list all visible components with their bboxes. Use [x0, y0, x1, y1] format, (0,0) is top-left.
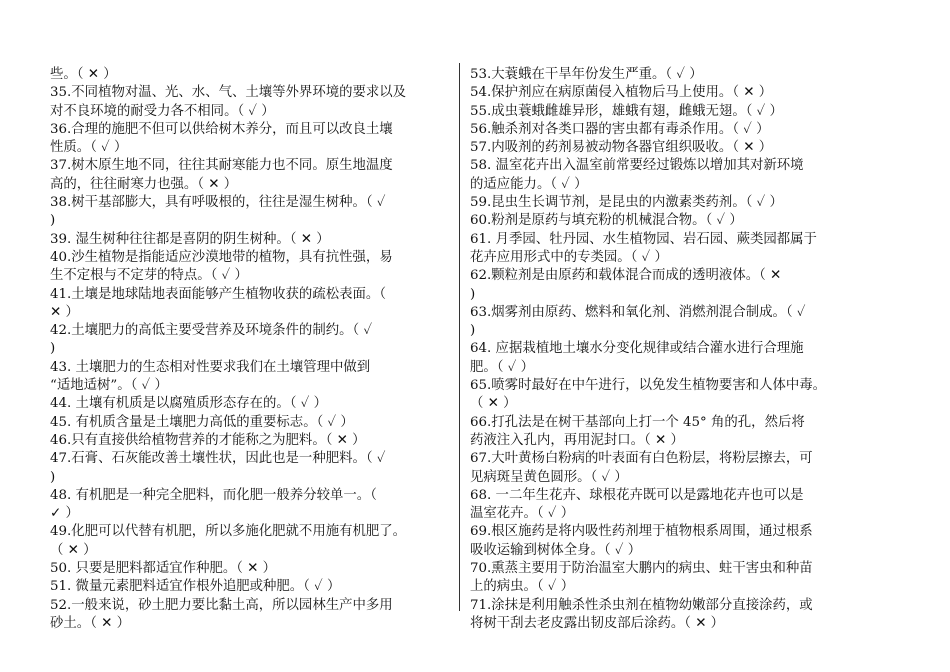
text-line: 66.打孔法是在树干基部向上打一个 45° 角的孔，然后将 — [470, 414, 805, 430]
right-column — [470, 66, 870, 633]
text-line: 43. 土壤肥力的生态相对性要求我们在土壤管理中做到 — [50, 359, 371, 375]
text-line: 45. 有机质含量是土壤肥力高低的重要标志。（ ✓ ） — [50, 414, 354, 430]
text-line: 60.粉剂是原药与填充粉的机械混合物。（ ✓ ） — [470, 213, 743, 229]
text-line: 肥。（ ✓ ） — [470, 359, 535, 375]
text-line: 65.喷雾时最好在中午进行，以免发生植物要害和人体中毒。 — [470, 378, 827, 394]
text-line: 49.化肥可以代替有机肥，所以多施化肥就不用施有机肥了。 — [50, 524, 407, 540]
text-line: 71.涂抹是利用触杀性杀虫剂在植物幼嫩部分直接涂药，或 — [470, 597, 813, 613]
text-line: 将树干刮去老皮露出韧皮部后涂药。（ ✕ ） — [470, 615, 725, 631]
text-line: 41.土壤是地球陆地表面能够产生植物收获的疏松表面。（ — [50, 286, 386, 302]
text-line: 58. 温室花卉出入温室前常要经过锻炼以增加其对新环境 — [470, 158, 804, 174]
text-line: ) — [50, 341, 56, 357]
text-line: 温室花卉。（ ✓ ） — [470, 506, 575, 522]
text-line: 35.不同植物对温、光、水、气、土壤等外界环境的要求以及 — [50, 85, 407, 101]
text-line: 高的，往往耐寒力也强。（ ✕ ） — [50, 176, 238, 192]
text-line: 39. 湿生树种往往都是喜阴的阴生树种。（ ✕ ） — [50, 231, 330, 247]
text-line: 吸收运输到树体全身。（ ✓ ） — [470, 542, 642, 558]
text-line: 砂土。（ ✕ ） — [50, 615, 130, 631]
text-line: 37.树木原生地不同，往往其耐寒能力也不同。原生地温度 — [50, 158, 393, 174]
text-line: 的适应能力。（ ✓ ） — [470, 176, 588, 192]
text-line: 见病斑呈黄色圆形。（ ✓ ） — [470, 469, 628, 485]
text-line: ) — [50, 469, 56, 485]
text-line: ✓ ） — [50, 506, 79, 522]
text-line: 42.土壤肥力的高低主要受营养及环境条件的制约。（ ✓ — [50, 323, 373, 339]
text-line: 63.烟雾剂由原药、燃料和氧化剂、消燃剂混合制成。（ ✓ — [470, 304, 806, 320]
text-line: 68. 一二年生花卉、球根花卉既可以是露地花卉也可以是 — [470, 487, 804, 503]
text-line: ) — [470, 323, 476, 339]
text-line: 花卉应用形式中的专类园。（ ✓ ） — [470, 249, 668, 265]
text-line: ✕ ） — [50, 304, 79, 320]
text-line: 40.沙生植物是指能适应沙漠地带的植物，具有抗性强，易 — [50, 249, 393, 265]
text-line: 62.颗粒剂是由原药和载体混合而成的透明液体。（ ✕ — [470, 268, 782, 284]
left-column — [50, 66, 448, 633]
column-divider — [459, 63, 460, 611]
text-line: 46.只有直接供给植物营养的才能称之为肥料。（ ✕ ） — [50, 432, 366, 448]
text-line: ) — [470, 286, 476, 302]
text-line: 48. 有机肥是一种完全肥料，而化肥一般养分较单一。（ — [50, 487, 377, 503]
text-line: 些。（ ✕ ） — [50, 67, 117, 82]
text-line: 53.大蓑蛾在干旱年份发生严重。（ ✓ ） — [470, 67, 703, 82]
text-line: 69.根区施药是将内吸性药剂埋于植物根系周围，通过根系 — [470, 524, 813, 540]
text-line: 70.熏蒸主要用于防治温室大鹏内的病虫、蛀干害虫和种苗 — [470, 561, 813, 577]
text-line: 44. 土壤有机质是以腐殖质形态存在的。（ ✓ ） — [50, 396, 328, 412]
text-line: 64. 应据栽植地土壤水分变化规律或结合灌水进行合理施 — [470, 341, 804, 357]
text-line: 36.合理的施肥不但可以供给树木养分，而且可以改良土壤 — [50, 121, 393, 137]
text-line: ) — [50, 213, 56, 229]
text-line: 上的病虫。（ ✓ ） — [470, 579, 575, 595]
text-line: 50. 只要是肥料都适宜作种肥。（ ✕ ） — [50, 561, 277, 577]
text-line: 对不良环境的耐受力各不相同。（ ✓ ） — [50, 103, 275, 119]
text-line: “适地适树”。（ ✓ ） — [50, 378, 168, 394]
text-line: 47.石膏、石灰能改善土壤性状，因此也是一种肥料。（ ✓ — [50, 451, 386, 467]
text-line: 生不定根与不定芽的特点。（ ✓ ） — [50, 268, 248, 284]
text-line: （ ✕ ） — [50, 542, 97, 558]
text-line: 性质。（ ✓ ） — [50, 140, 128, 156]
text-line: 38.树干基部膨大，具有呼吸根的，往往是湿生树种。（ ✓ — [50, 195, 386, 211]
text-line: 51. 微量元素肥料适宜作根外追肥或种肥。（ ✓ ） — [50, 579, 341, 595]
text-line: （ ✕ ） — [470, 396, 517, 412]
text-line: 52.一般来说，砂土肥力要比黏土高，所以园林生产中多用 — [50, 597, 393, 613]
text-line: 药液注入孔内，再用泥封口。（ ✕ ） — [470, 432, 684, 448]
text-line: 56.触杀剂对各类口器的害虫都有毒杀作用。（ ✓ ） — [470, 121, 770, 137]
text-line: 57.内吸剂的药剂易被动物各器官组织吸收。（ ✕ ） — [470, 140, 773, 156]
text-line: 61. 月季园、牡丹园、水生植物园、岩石园、蕨类园都属于 — [470, 231, 817, 247]
text-line: 59.昆虫生长调节剂，是昆虫的内激素类药剂。（ ✓ ） — [470, 195, 783, 211]
text-line: 54.保护剂应在病原菌侵入植物后马上使用。（ ✕ ） — [470, 85, 773, 101]
text-line: 55.成虫蓑蛾雌雄异形，雄蛾有翅，雌蛾无翅。（ ✓ ） — [470, 103, 783, 119]
text-line: 67.大叶黄杨白粉病的叶表面有白色粉层，将粉层擦去，可 — [470, 451, 813, 467]
